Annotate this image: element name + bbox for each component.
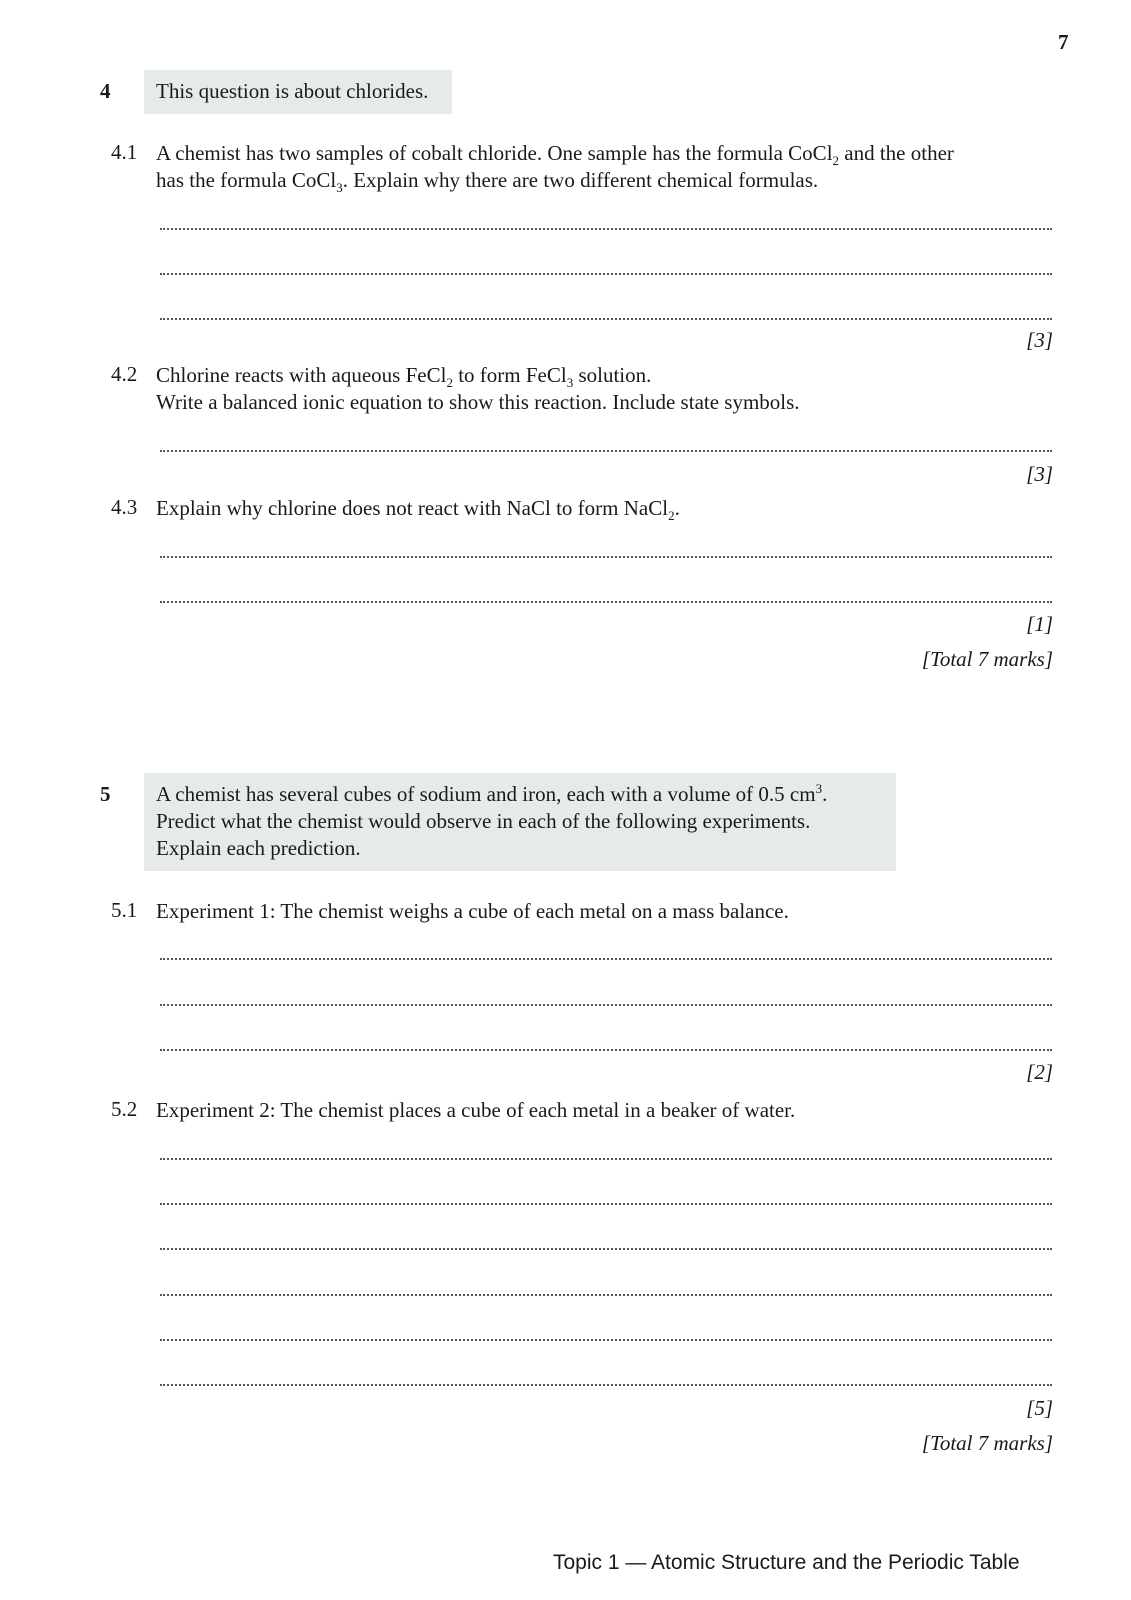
question-5-1-text: Experiment 1: The chemist weighs a cube of each metal on a mass balance. — [156, 899, 789, 923]
answer-line[interactable] — [160, 1384, 1052, 1386]
question-4-2-marks: [3] — [1026, 462, 1053, 486]
question-4-2-line-1: Chlorine reacts with aqueous FeCl$_2$ to form FeCl$_3$ solution. — [156, 363, 652, 390]
answer-line[interactable] — [160, 273, 1052, 275]
topic-footer: Topic 1 — Atomic Structure and the Periodic Table — [553, 1551, 1020, 1574]
answer-line[interactable] — [160, 318, 1052, 320]
page-number: 7 — [1058, 30, 1069, 54]
question-4-intro — [144, 70, 452, 114]
question-4-1-number: 4.1 — [111, 140, 138, 164]
question-5-number: 5 — [100, 782, 111, 806]
answer-line[interactable] — [160, 1339, 1052, 1341]
answer-line[interactable] — [160, 1203, 1052, 1205]
question-4-total-marks: [Total 7 marks] — [921, 647, 1053, 671]
question-5-2-marks: [5] — [1026, 1396, 1053, 1420]
answer-line[interactable] — [160, 450, 1052, 452]
question-4-3-number: 4.3 — [111, 495, 138, 519]
question-5-1-number: 5.1 — [111, 898, 138, 922]
answer-line[interactable] — [160, 556, 1052, 558]
question-4-1-line-2: has the formula CoCl$_3$. Explain why there are two different chemical formulas. — [156, 168, 819, 195]
question-4-2-line-2: Write a balanced ionic equation to show this reaction. Include state symbols. — [156, 390, 800, 414]
question-4-3-text — [156, 495, 1056, 522]
question-4-1-text — [156, 140, 1056, 194]
question-4-number: 4 — [100, 79, 111, 103]
answer-line[interactable] — [160, 1049, 1052, 1051]
question-5-2-number: 5.2 — [111, 1097, 138, 1121]
question-5-intro-line-2: Predict what the chemist would observe in each of the following experiments. — [156, 809, 811, 833]
answer-line[interactable] — [160, 601, 1052, 603]
question-5-intro-line-1: A chemist has several cubes of sodium and iron, each with a volume of 0.5 $cm^3$. — [156, 781, 828, 806]
question-4-intro-text: This question is about chlorides. — [156, 79, 429, 103]
question-4-3-marks: [1] — [1026, 612, 1053, 636]
answer-line[interactable] — [160, 1248, 1052, 1250]
question-4-1-line-1: A chemist has two samples of cobalt chloride. One sample has the formula CoCl$_2$ and the other — [156, 141, 954, 168]
question-5-intro-line-3: Explain each prediction. — [156, 836, 361, 860]
answer-line[interactable] — [160, 958, 1052, 960]
question-4-2-text — [156, 362, 1056, 416]
answer-line[interactable] — [160, 1294, 1052, 1296]
question-5-1-marks: [2] — [1026, 1060, 1053, 1084]
answer-line[interactable] — [160, 228, 1052, 230]
question-5-intro — [144, 773, 896, 871]
answer-line[interactable] — [160, 1158, 1052, 1160]
answer-line[interactable] — [160, 1004, 1052, 1006]
question-4-3-line-1: Explain why chlorine does not react with NaCl to form NaCl$_2$. — [156, 496, 680, 523]
question-4-1-marks: [3] — [1026, 328, 1053, 352]
question-5-total-marks: [Total 7 marks] — [921, 1431, 1053, 1455]
question-5-2-text: Experiment 2: The chemist places a cube of each metal in a beaker of water. — [156, 1098, 796, 1122]
question-4-2-number: 4.2 — [111, 362, 138, 386]
